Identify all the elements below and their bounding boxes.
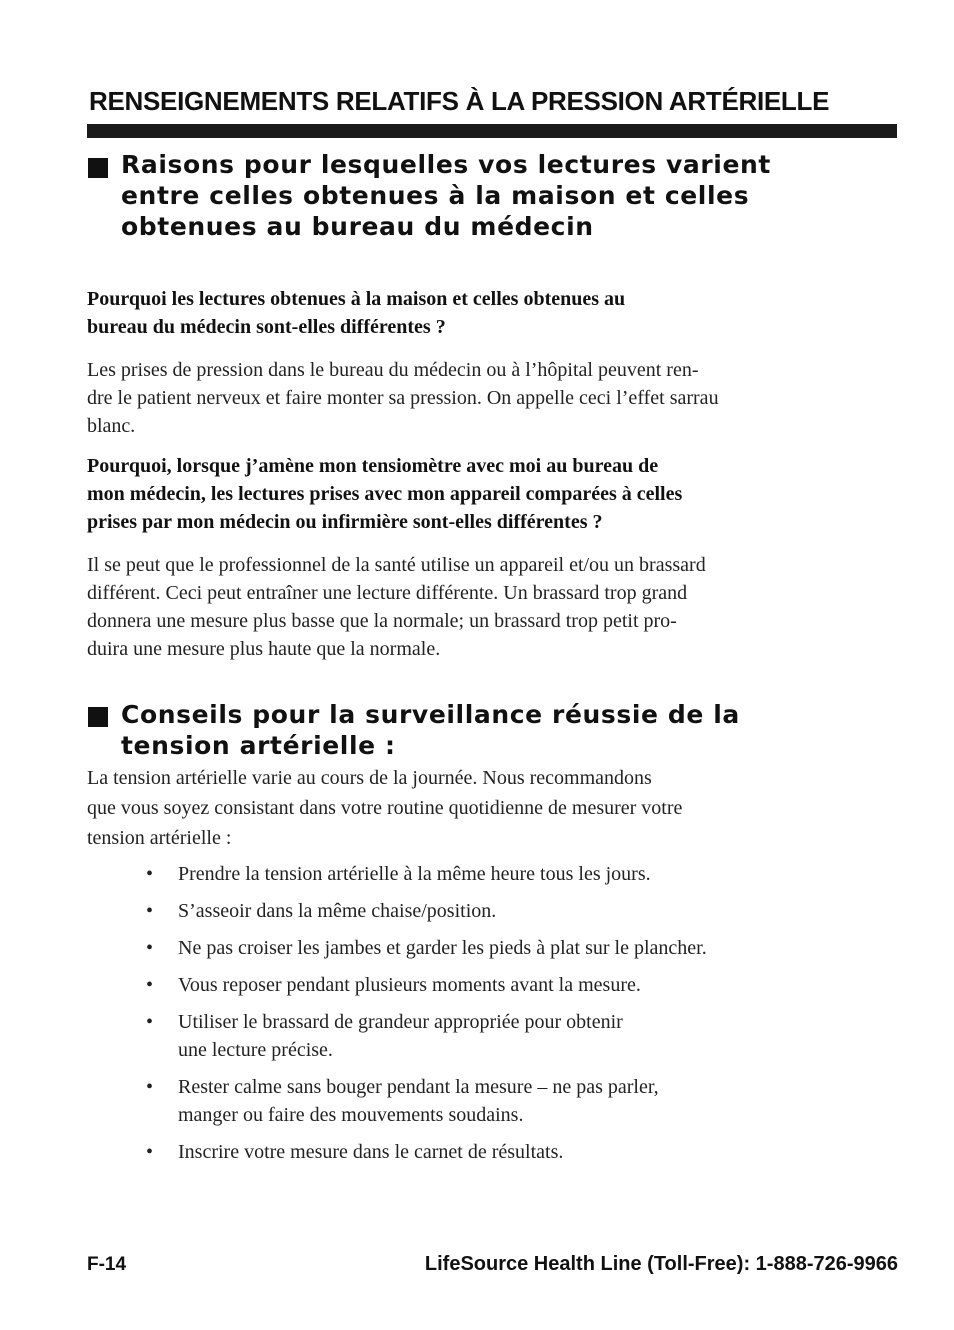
bullet-icon: • [146, 1011, 154, 1033]
section-heading-reasons: Raisons pour lesquelles vos lectures varient entre celles obtenues à la maison et celles obtenues au bureau du médecin [121, 150, 771, 241]
bullet-icon: • [146, 900, 154, 922]
list-item [140, 860, 880, 888]
answer-own-device: Il se peut que le professionnel de la santé utilise un appareil et/ou un brassard différent. Ceci peut entraîner une lecture différente. Un brassard trop grand donnera une mesure plus basse que la normale; un brassard trop petit pro- duira une mesure plus haute que la normale. [87, 554, 706, 660]
bullet-icon: • [146, 1141, 154, 1163]
tips-list [140, 860, 880, 1175]
tips-intro: La tension artérielle varie au cours de la journée. Nous recommandons que vous soyez consistant dans votre routine quotidienne de mesurer votre tension artérielle : [87, 767, 683, 849]
section-heading-tips: Conseils pour la surveillance réussie de la tension artérielle : [121, 700, 740, 760]
tip-text: Prendre la tension artérielle à la même heure tous les jours. [178, 863, 651, 885]
bullet-icon: • [146, 863, 154, 885]
title-divider [87, 124, 897, 138]
page-number: F-14 [87, 1254, 127, 1275]
section-square-icon [88, 707, 108, 727]
tip-text: Ne pas croiser les jambes et garder les pieds à plat sur le plancher. [178, 937, 707, 959]
tip-text: Vous reposer pendant plusieurs moments avant la mesure. [178, 974, 641, 996]
list-item [140, 897, 880, 925]
section-square-icon [88, 158, 108, 178]
question-home-vs-office: Pourquoi les lectures obtenues à la maison et celles obtenues au bureau du médecin sont-elles différentes ? [87, 288, 626, 338]
list-item [140, 934, 880, 962]
tip-text: S’asseoir dans la même chaise/position. [178, 900, 497, 922]
bullet-icon: • [146, 974, 154, 996]
list-item [140, 971, 880, 999]
answer-home-vs-office: Les prises de pression dans le bureau du médecin ou à l’hôpital peuvent ren- dre le patient nerveux et faire monter sa pression. On appelle ceci l’effet sarrau blanc. [87, 359, 719, 437]
list-item [140, 1138, 880, 1166]
page-title: RENSEIGNEMENTS RELATIFS À LA PRESSION ARTÉRIELLE [89, 86, 830, 116]
tip-text: Utiliser le brassard de grandeur appropriée pour obtenir une lecture précise. [178, 1011, 623, 1061]
tip-text: Rester calme sans bouger pendant la mesure – ne pas parler, manger ou faire des mouvements soudains. [178, 1076, 659, 1126]
bullet-icon: • [146, 937, 154, 959]
bullet-icon: • [146, 1076, 154, 1098]
tip-text: Inscrire votre mesure dans le carnet de résultats. [178, 1141, 564, 1163]
list-item [140, 1073, 880, 1129]
list-item [140, 1008, 880, 1064]
question-own-device: Pourquoi, lorsque j’amène mon tensiomètre avec moi au bureau de mon médecin, les lectures prises avec mon appareil comparées à celles prises par mon médecin ou infirmière sont-elles différentes ? [87, 455, 683, 533]
helpline-text: LifeSource Health Line (Toll-Free): 1-888-726-9966 [424, 1253, 898, 1275]
